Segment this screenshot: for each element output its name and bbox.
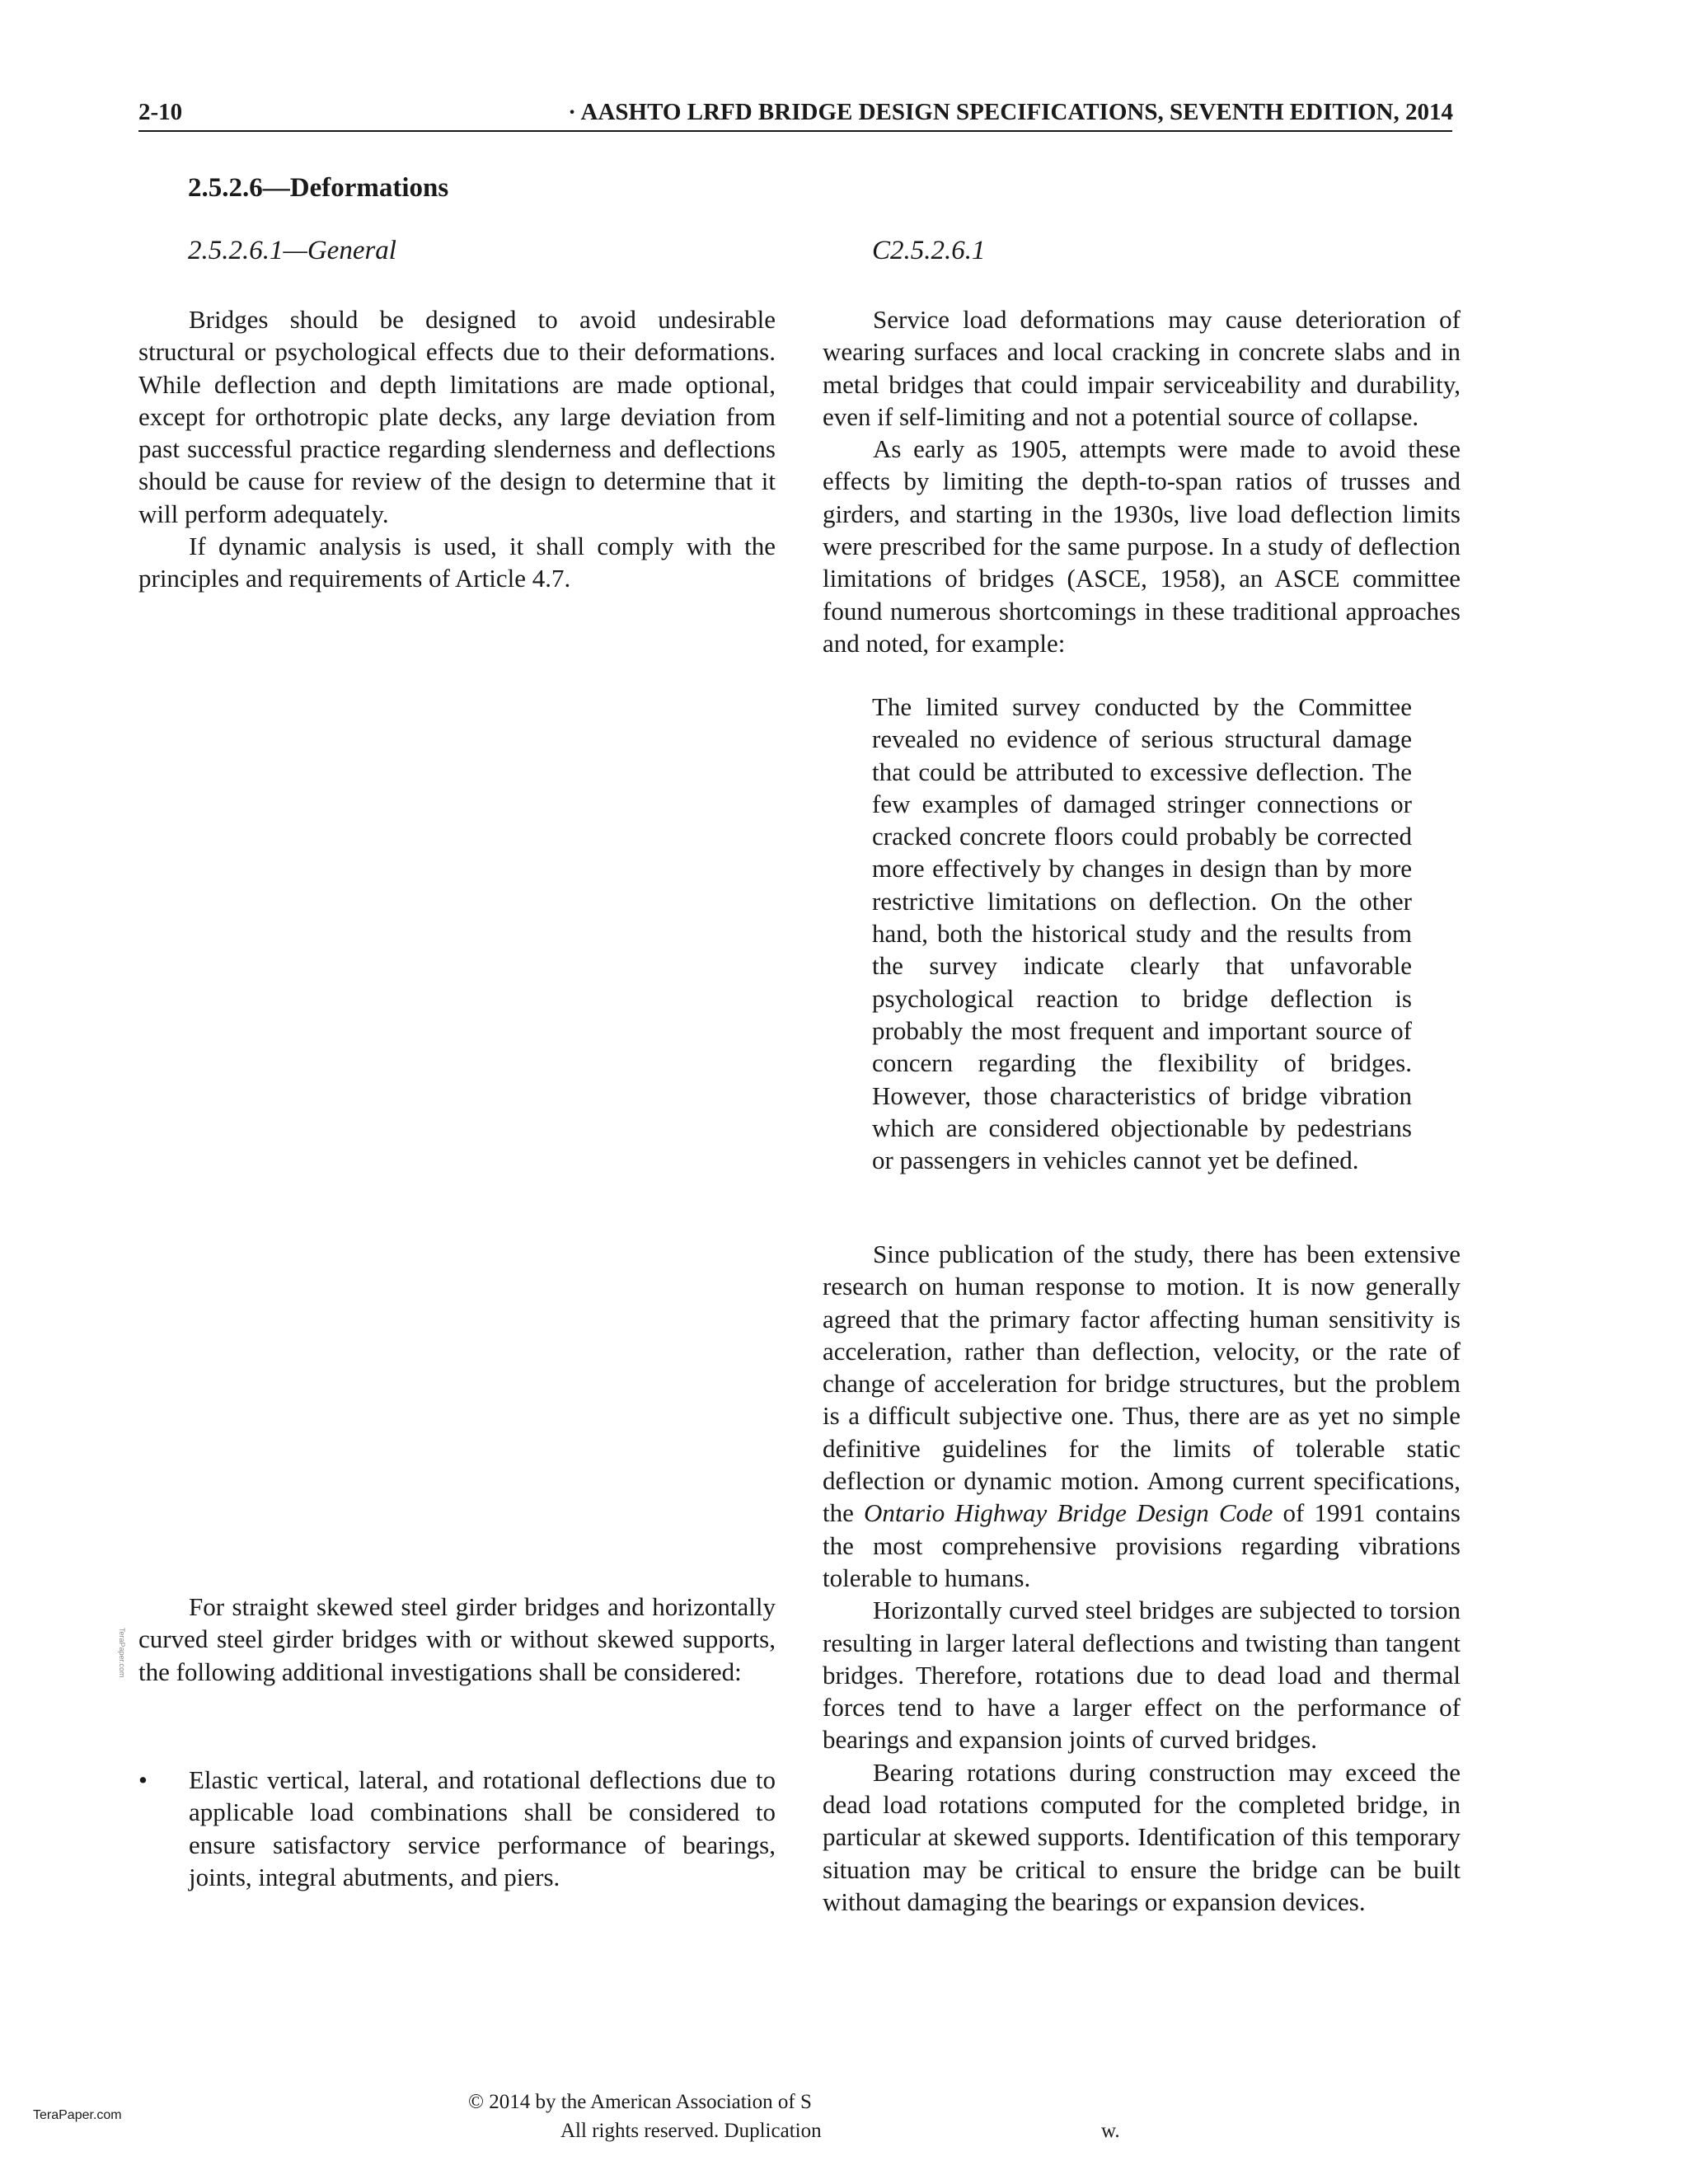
bullet-icon: • bbox=[138, 1765, 148, 1794]
spec-column-bottom bbox=[138, 1591, 776, 1688]
header-rule bbox=[138, 130, 1452, 132]
commentary-paragraph: Service load deformations may cause deterioration of wearing surfaces and local cracking in concrete slabs and in metal bridges that could impair serviceability and durability, even if self-limiting and not a potential source of collapse. bbox=[823, 305, 1461, 431]
article-title-left: 2.5.2.6.1—General bbox=[188, 236, 396, 265]
text-run: of 1991 contains the most comprehensive provisions regarding vibrations tolerable to humans. bbox=[823, 1498, 1461, 1592]
footer-copyright: © 2014 by the American Association of S bbox=[468, 2091, 812, 2113]
block-quote: The limited survey conducted by the Committee revealed no evidence of serious structural damage that could be attributed to excessive deflection. The few examples of damaged stringer connections or cracked concrete floors could probably be corrected more effectively by changes in design than by more restrictive limitations on deflection. On the other hand, both the historical study and the results from the survey indicate clearly that unfavorable psychological reaction to bridge deflection is probably the most frequent and important source of concern regarding the flexibility of bridges. However, those characteristics of bridge vibration which are considered objectionable by pedestrians or passengers in vehicles cannot yet be defined. bbox=[872, 692, 1412, 1175]
spec-column-top bbox=[138, 303, 776, 595]
page-number: 2-10 bbox=[138, 99, 183, 125]
commentary-paragraph: Horizontally curved steel bridges are subjected to torsion resulting in larger lateral deflections and twisting than tangent bridges. Therefore, rotations due to dead load and thermal forces tend to have a larger effect on the performance of bearings and expansion joints of curved bridges. bbox=[823, 1596, 1461, 1755]
spec-paragraph: If dynamic analysis is used, it shall comply with the principles and requirements of Article 4.7. bbox=[138, 532, 776, 593]
text-run: Since publication of the study, there has been extensive research on human response to motion. It is now generally agreed that the primary factor affecting human sensitivity is acceleration, rather than deflection, velocity, or the rate of change of acceleration for bridge structures, but the problem is a difficult subjective one. Thus, there are as yet no simple definitive guidelines for the limits of tolerable static deflection or dynamic motion. Among current specifications, the bbox=[823, 1240, 1461, 1528]
commentary-paragraph: Bearing rotations during construction may exceed the dead load rotations computed for the completed bridge, in particular at skewed supports. Identification of this temporary situation may be critical to ensure the bridge can be built without damaging the bearings or expansion devices. bbox=[823, 1757, 1461, 1916]
spec-paragraph: For straight skewed steel girder bridges and horizontally curved steel girder bridges with or without skewed supports, the following additional investigations shall be considered: bbox=[138, 1592, 776, 1686]
footer-site-link[interactable]: TeraPaper.com bbox=[33, 2108, 122, 2122]
commentary-paragraph bbox=[823, 1238, 1461, 1594]
commentary-column-top bbox=[823, 303, 1461, 659]
bullet-text: Elastic vertical, lateral, and rotational deflections due to applicable load combinations shall be considered to ensure satisfactory service performance of bearings, joints, integral abutments, and piers. bbox=[189, 1765, 776, 1891]
commentary-column-bottom bbox=[823, 1238, 1461, 1918]
spec-paragraph: Bridges should be designed to avoid undesirable structural or psychological effects due to their deformations. While deflection and depth limitations are made optional, except for orthotropic plate decks, any large deviation from past successful practice regarding slenderness and deflections should be cause for review of the design to determine that it will perform adequately. bbox=[138, 305, 776, 528]
section-title: 2.5.2.6—Deformations bbox=[188, 173, 449, 203]
commentary-paragraph: As early as 1905, attempts were made to avoid these effects by limiting the depth-to-span ratios of trusses and girders, and starting in the 1930s, live load deflection limits were prescribed for the same purpose. In a study of deflection limitations of bridges (ASCE, 1958), an ASCE committee found numerous shortcomings in these traditional approaches and noted, for example: bbox=[823, 434, 1461, 658]
running-header: · AASHTO LRFD BRIDGE DESIGN SPECIFICATIONS, SEVENTH EDITION, 2014 bbox=[568, 99, 1453, 125]
side-watermark: TeraPaper.com bbox=[118, 1628, 126, 1678]
footer-rights-end: w. bbox=[1101, 2120, 1120, 2142]
bullet-item bbox=[138, 1764, 776, 1893]
code-title: Ontario Highway Bridge Design Code bbox=[864, 1498, 1273, 1528]
commentary-title-right: C2.5.2.6.1 bbox=[872, 236, 986, 265]
footer-rights: All rights reserved. Duplication bbox=[560, 2120, 822, 2142]
